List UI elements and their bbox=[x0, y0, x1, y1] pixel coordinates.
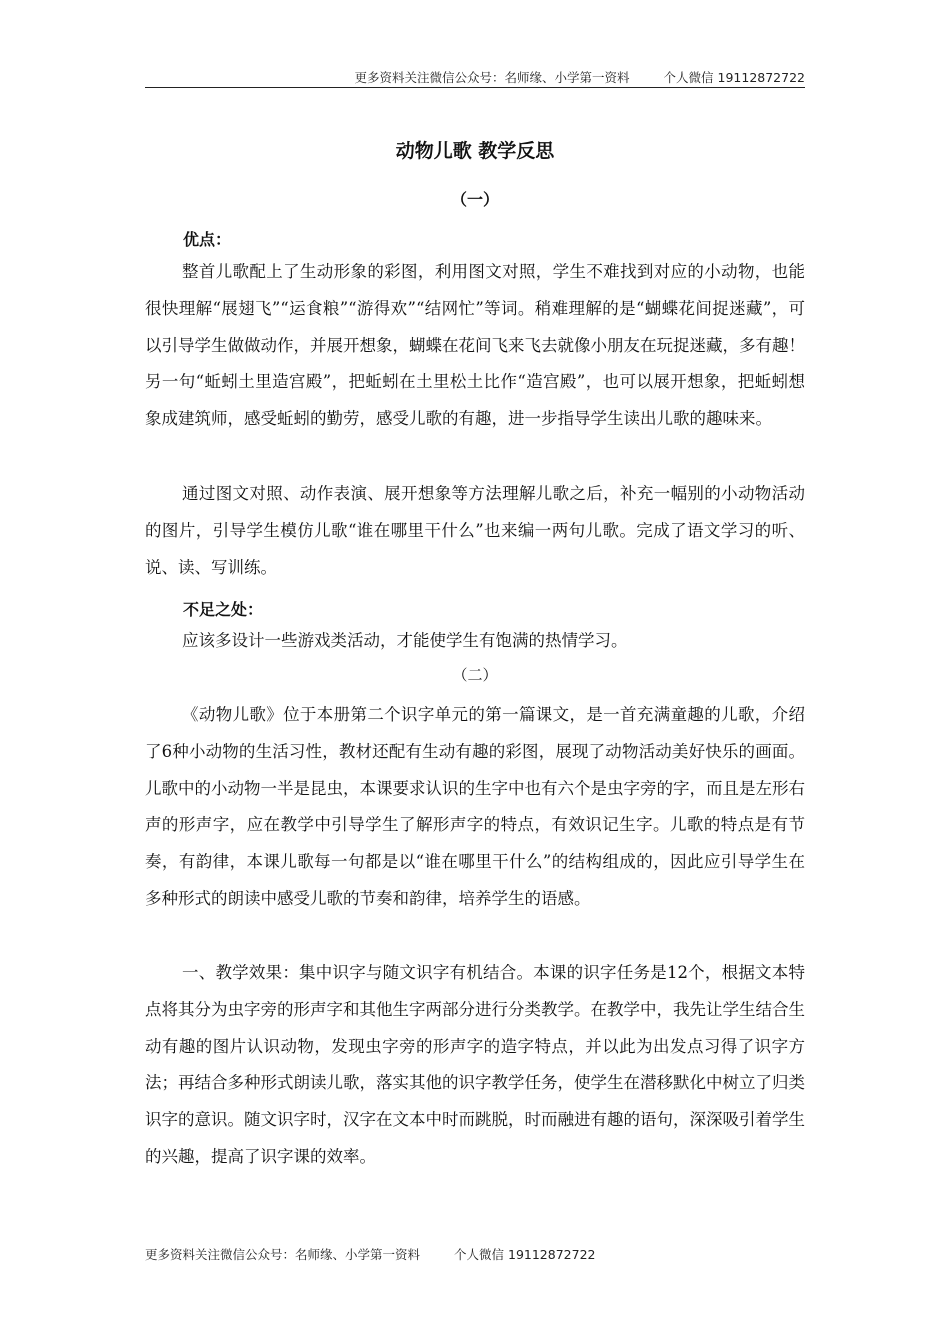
page-header bbox=[145, 62, 805, 88]
paragraph: 《动物儿歌》位于本册第二个识字单元的第一篇课文，是一首充满童趣的儿歌，介绍了6种小动物的生活习性，教材还配有生动有趣的彩图，展现了动物活动美好快乐的画面。儿歌中的小动物一半是昆虫，本课要求认识的生字中也有六个是虫字旁的字，而且是左形右声的形声字，应在教学中引导学生了解形声字的特点，有效识记生字。儿歌的特点是有节奏，有韵律，本课儿歌每一句都是以“谁在哪里干什么”的结构组成的，因此应引导学生在多种形式的朗读中感受儿歌的节奏和韵律，培养学生的语感。 bbox=[145, 705, 805, 908]
strengths-label: 优点： bbox=[183, 230, 232, 249]
paragraph: 整首儿歌配上了生动形象的彩图，利用图文对照，学生不难找到对应的小动物，也能很快理解“展翅飞”“运食粮”“游得欢”“结网忙”等词。稍难理解的是“蝴蝶花间捉迷藏”，可以引导学生做做动作，并展开想象，蝴蝶在花间飞来飞去就像小朋友在玩捉迷藏，多有趣！另一句“蚯蚓土里造宫殿”，把蚯蚓在土里松土比作“造宫殿”，也可以展开想象，把蚯蚓想象成建筑师，感受蚯蚓的勤劳，感受儿歌的有趣，进一步指导学生读出儿歌的趣味来。 bbox=[145, 262, 805, 429]
footer-wechat: 个人微信 19112872722 bbox=[454, 1247, 596, 1262]
section-heading-1: （一） bbox=[450, 190, 499, 209]
header-wechat: 个人微信 19112872722 bbox=[663, 70, 805, 85]
footer-public-account: 更多资料关注微信公众号：名师缘、小学第一资料 bbox=[145, 1247, 421, 1262]
header-public-account: 更多资料关注微信公众号：名师缘、小学第一资料 bbox=[354, 70, 630, 85]
weakness-label: 不足之处： bbox=[183, 600, 264, 619]
paragraph: 一、教学效果：集中识字与随文识字有机结合。本课的识字任务是12个，根据文本特点将其分为虫字旁的形声字和其他生字两部分进行分类教学。在教学中，我先让学生结合生动有趣的图片认识动物，发现虫字旁的形声字的造字特点，并以此为出发点习得了识字方法；再结合多种形式朗读儿歌，落实其他的识字教学任务，使学生在潜移默化中树立了归类识字的意识。随文识字时，汉字在文本中时而跳脱，时而融进有趣的语句，深深吸引着学生的兴趣，提高了识字课的效率。 bbox=[145, 963, 805, 1166]
paragraph: 应该多设计一些游戏类活动，才能使学生有饱满的热情学习。 bbox=[182, 631, 628, 650]
page-footer bbox=[145, 1245, 805, 1263]
document-title: 动物儿歌 教学反思 bbox=[395, 140, 555, 162]
paragraph: 通过图文对照、动作表演、展开想象等方法理解儿歌之后，补充一幅别的小动物活动的图片，引导学生模仿儿歌“谁在哪里干什么”也来编一两句儿歌。完成了语文学习的听、说、读、写训练。 bbox=[145, 484, 805, 577]
section-heading-2: （二） bbox=[452, 666, 498, 684]
